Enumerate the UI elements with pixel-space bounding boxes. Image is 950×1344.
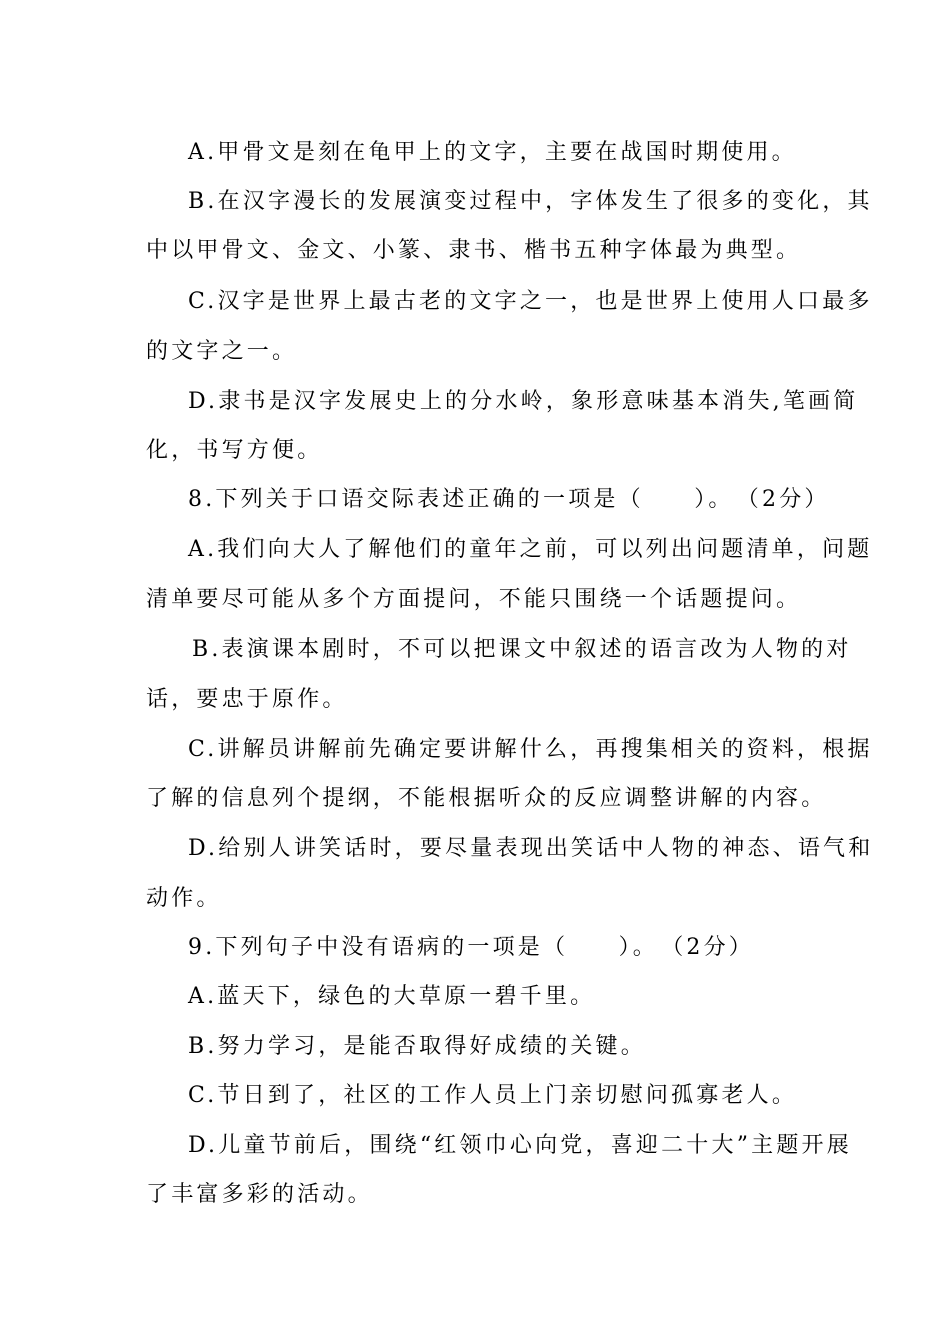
- q7-option-c-line1: C.汉字是世界上最古老的文字之一，也是世界上使用人口最多: [188, 289, 873, 314]
- q7-option-a: A.甲骨文是刻在龟甲上的文字，主要在战国时期使用。: [188, 140, 797, 165]
- q9-option-d-line2: 了丰富多彩的活动。: [146, 1182, 373, 1207]
- question-8: 8.下列关于口语交际表述正确的一项是（ ）。 （2分）: [188, 487, 830, 512]
- q9-option-c: C.节日到了，社区的工作人员上门亲切慰问孤寡老人。: [188, 1083, 798, 1108]
- q8-option-c-line1: C.讲解员讲解前先确定要讲解什么，再搜集相关的资料，根据: [188, 737, 873, 762]
- q9-option-d-line1: D.儿童节前后，围绕“红领巾心向党，喜迎二十大”主题开展: [188, 1133, 852, 1158]
- q7-option-c-line2: 的文字之一。: [146, 339, 298, 364]
- q9-option-b: B.努力学习，是能否取得好成绩的关键。: [188, 1034, 646, 1059]
- q8-option-c-line2: 了解的信息列个提纲，不能根据听众的反应调整讲解的内容。: [146, 786, 827, 811]
- q8-option-b-line2: 话，要忠于原作。: [146, 687, 348, 712]
- q8-option-d-line2: 动作。: [146, 886, 222, 911]
- q7-option-b-line1: B.在汉字漫长的发展演变过程中，字体发生了很多的变化，其: [188, 189, 873, 214]
- q8-option-a-line1: A.我们向大人了解他们的童年之前，可以列出问题清单，问题: [188, 537, 873, 562]
- q7-option-b-line2: 中以甲骨文、金文、小篆、隶书、楷书五种字体最为典型。: [146, 238, 802, 263]
- q7-option-d-line2: 化，书写方便。: [146, 438, 323, 463]
- q7-option-d-line1: D.隶书是汉字发展史上的分水岭，象形意味基本消失,笔画简: [188, 389, 859, 414]
- q8-option-b-line1: B.表演课本剧时，不可以把课文中叙述的语言改为人物的对: [192, 637, 852, 662]
- question-9: 9.下列句子中没有语病的一项是（ ）。 （2分）: [188, 935, 754, 960]
- q8-option-d-line1: D.给别人讲笑话时，要尽量表现出笑话中人物的神态、语气和: [188, 836, 874, 861]
- q8-option-a-line2: 清单要尽可能从多个方面提问，不能只围绕一个话题提问。: [146, 587, 802, 612]
- q9-option-a: A.蓝天下，绿色的大草原一碧千里。: [188, 984, 596, 1009]
